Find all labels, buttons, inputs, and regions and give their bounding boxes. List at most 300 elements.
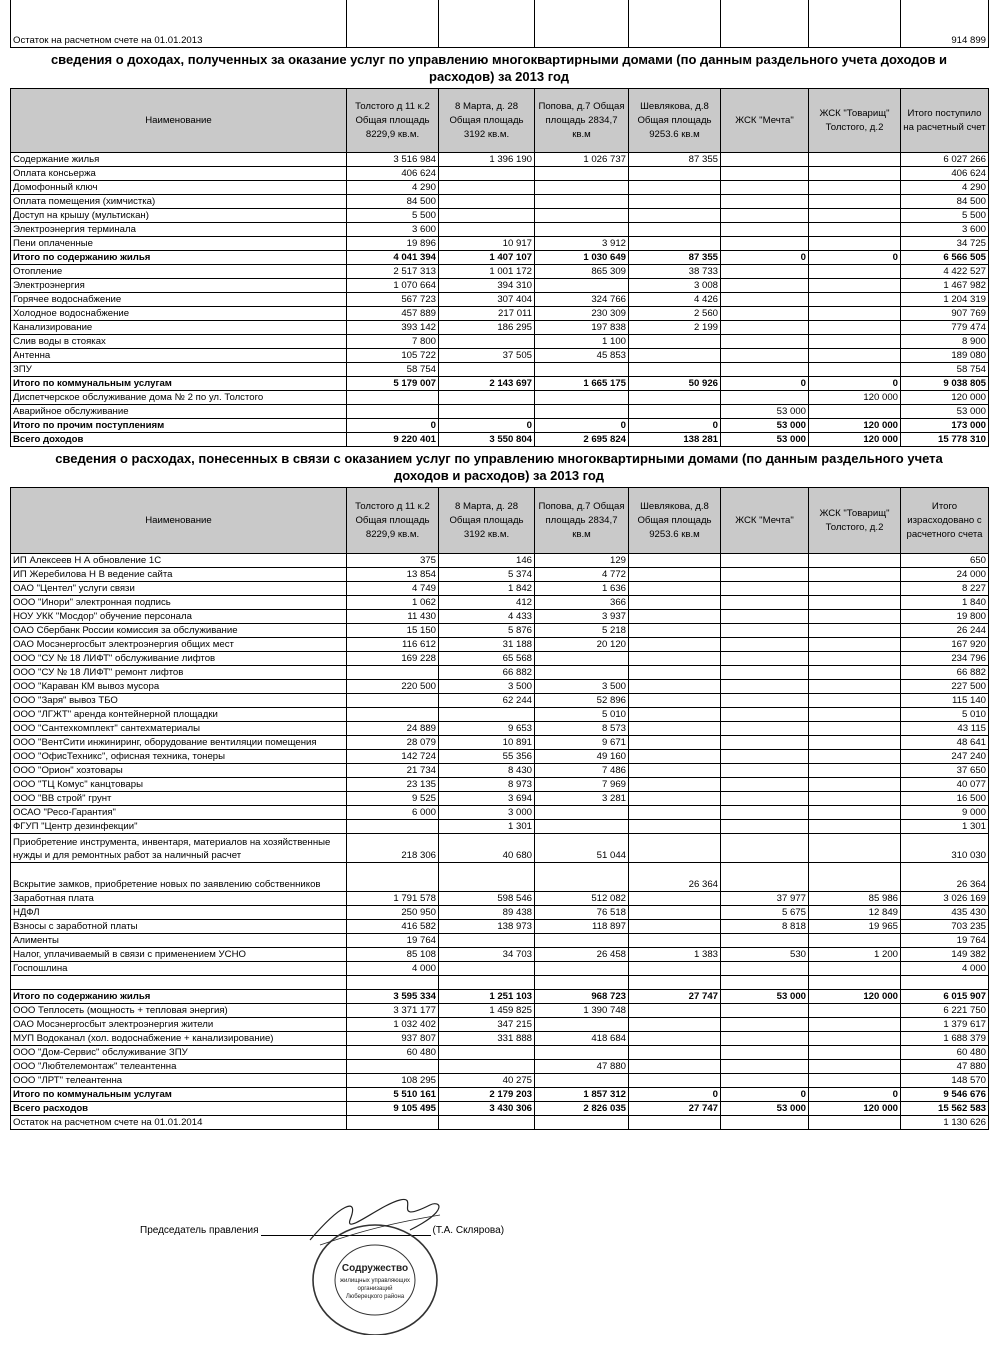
row-value: 3 595 334 [347,990,439,1004]
row-value [347,863,439,892]
row-value: 38 733 [629,265,721,279]
table-row [11,863,989,892]
row-value [629,582,721,596]
row-value [629,554,721,568]
row-value: 937 807 [347,1032,439,1046]
row-value: 85 108 [347,948,439,962]
row-value: 9 525 [347,792,439,806]
table-row [11,335,989,349]
row-value: 0 [439,419,535,433]
row-value [809,181,901,195]
table-row [11,1004,989,1018]
row-value: 6 015 907 [901,990,989,1004]
row-value: 2 826 035 [535,1102,629,1116]
row-value: 60 480 [347,1046,439,1060]
row-value: 115 140 [901,694,989,708]
table-row [11,1102,989,1116]
row-value [721,554,809,568]
row-value: 0 [721,377,809,391]
row-value [629,195,721,209]
row-value: 1 840 [901,596,989,610]
row-value [535,363,629,377]
row-label: Канализирование [11,321,347,335]
table-row [11,708,989,722]
row-value: 2 143 697 [439,377,535,391]
table-row [11,363,989,377]
row-value [721,863,809,892]
row-value [721,237,809,251]
row-label: ОАО Сбербанк России комиссия за обслуживание [11,624,347,638]
row-value: 250 950 [347,906,439,920]
row-value [535,195,629,209]
row-value: 43 115 [901,722,989,736]
row-value: 87 355 [629,251,721,265]
expense-header-2: 8 Марта, д. 28 Общая площадь 3192 кв.м. [439,488,535,554]
row-value [439,363,535,377]
row-value [809,405,901,419]
row-value: 11 430 [347,610,439,624]
table-row [11,433,989,447]
row-value [809,792,901,806]
row-value [535,962,629,976]
row-value [809,1116,901,1130]
row-value [809,554,901,568]
row-value: 58 754 [901,363,989,377]
row-value [809,195,901,209]
table-row [11,181,989,195]
row-value [721,349,809,363]
row-value [439,405,535,419]
row-value [721,1060,809,1074]
svg-text:Люберецкого района: Люберецкого района [345,1294,405,1300]
row-value [809,363,901,377]
row-value: 1 062 [347,596,439,610]
row-value: 87 355 [629,153,721,167]
row-value: 65 568 [439,652,535,666]
expense-title: сведения о расходах, понесенных в связи с оказанием услуг по управлению многоквартирными домами (по данным раздельного учета доходов и расходов) за 2013 год [55,451,943,483]
table-row [11,806,989,820]
row-label: ООО "ОфисТехникс", офисная техника, тонеры [11,750,347,764]
table-row [11,680,989,694]
row-value: 968 723 [535,990,629,1004]
row-value [809,237,901,251]
row-value: 120 000 [809,1102,901,1116]
row-value: 37 977 [721,892,809,906]
table-row [11,1060,989,1074]
row-value [721,265,809,279]
row-label: Горячее водоснабжение [11,293,347,307]
row-value: 197 838 [535,321,629,335]
table-row [11,596,989,610]
row-value: 55 356 [439,750,535,764]
row-value [721,1018,809,1032]
table-row [11,237,989,251]
row-value: 4 422 527 [901,265,989,279]
row-value: 66 882 [901,666,989,680]
row-value [809,582,901,596]
row-label: ООО "Караван КМ вывоз мусора [11,680,347,694]
row-value [809,680,901,694]
row-value [721,1032,809,1046]
row-value [535,1018,629,1032]
row-label: Отопление [11,265,347,279]
row-value: 1 204 319 [901,293,989,307]
row-value: 186 295 [439,321,535,335]
row-value: 16 500 [901,792,989,806]
row-value: 9 000 [901,806,989,820]
row-value [809,666,901,680]
row-value [439,934,535,948]
row-value: 406 624 [901,167,989,181]
row-value: 3 430 306 [439,1102,535,1116]
table-row [11,265,989,279]
row-value [721,209,809,223]
row-value: 27 747 [629,1102,721,1116]
row-value [809,321,901,335]
row-value: 1 791 578 [347,892,439,906]
row-value [809,863,901,892]
row-label: Пени оплаченные [11,237,347,251]
row-value [809,335,901,349]
row-value: 84 500 [901,195,989,209]
row-value [535,1046,629,1060]
row-value [809,1074,901,1088]
row-value: 9 105 495 [347,1102,439,1116]
row-value: 173 000 [901,419,989,433]
row-value [721,736,809,750]
table-row [11,1116,989,1130]
row-value: 15 778 310 [901,433,989,447]
row-value [721,582,809,596]
row-value: 5 010 [535,708,629,722]
row-value [439,335,535,349]
row-value: 865 309 [535,265,629,279]
row-value [629,638,721,652]
row-value [721,610,809,624]
income-title: сведения о доходах, полученных за оказание услуг по управлению многоквартирными домами (по данным раздельного учета доходов и расходов) за 2013 год [50,52,948,84]
row-value: 4 426 [629,293,721,307]
row-label: Итого по содержанию жилья [11,990,347,1004]
row-value: 331 888 [439,1032,535,1046]
row-value: 512 082 [535,892,629,906]
row-value: 218 306 [347,834,439,863]
row-value [721,181,809,195]
row-value [721,792,809,806]
row-value: 217 011 [439,307,535,321]
row-label: ОСАО "Ресо-Гарантия" [11,806,347,820]
row-value: 5 010 [901,708,989,722]
row-label: ОАО "Центел" услуги связи [11,582,347,596]
row-value [721,820,809,834]
row-value: 21 734 [347,764,439,778]
row-value [629,1046,721,1060]
row-value: 0 [809,1088,901,1102]
row-value [809,307,901,321]
row-value: 26 364 [629,863,721,892]
table-row [11,792,989,806]
income-header-5: ЖСК "Мечта" [721,89,809,153]
row-value: 120 000 [809,990,901,1004]
row-value [721,1116,809,1130]
row-value: 118 897 [535,920,629,934]
row-value [347,666,439,680]
row-label: Диспетчерское обслуживание дома № 2 по ул. Толстого [11,391,347,405]
row-value [439,195,535,209]
row-label: Итого по коммунальным услугам [11,1088,347,1102]
row-value: 703 235 [901,920,989,934]
row-value: 2 695 824 [535,433,629,447]
row-value [809,568,901,582]
row-value: 2 560 [629,307,721,321]
row-value: 19 800 [901,610,989,624]
row-value: 1 665 175 [535,377,629,391]
row-value [721,293,809,307]
row-value: 9 220 401 [347,433,439,447]
row-value [629,1116,721,1130]
row-value: 49 160 [535,750,629,764]
row-value [721,391,809,405]
row-value: 0 [535,419,629,433]
row-value [721,750,809,764]
row-value [809,652,901,666]
row-value [629,363,721,377]
row-value: 5 218 [535,624,629,638]
row-value: 142 724 [347,750,439,764]
row-value [721,806,809,820]
opening-balance-table [10,0,989,48]
row-value: 138 281 [629,433,721,447]
row-value: 167 920 [901,638,989,652]
row-value [439,167,535,181]
row-value [809,209,901,223]
expense-table [10,487,989,1130]
table-row [11,582,989,596]
row-label: Содержание жилья [11,153,347,167]
row-value [347,694,439,708]
row-value: 6 000 [347,806,439,820]
income-header-7: Итого поступило на расчетный счет [901,89,989,153]
row-value: 1 130 626 [901,1116,989,1130]
table-row [11,820,989,834]
table-row [11,1088,989,1102]
row-value [629,167,721,181]
row-value [721,708,809,722]
table-row [11,223,989,237]
row-value: 19 764 [347,934,439,948]
row-value [721,1074,809,1088]
row-value: 146 [439,554,535,568]
row-value [629,1060,721,1074]
row-value: 3 500 [439,680,535,694]
row-value [721,652,809,666]
row-value: 53 000 [721,419,809,433]
row-value: 4 290 [347,181,439,195]
row-value: 15 150 [347,624,439,638]
row-value: 15 562 583 [901,1102,989,1116]
row-value: 394 310 [439,279,535,293]
row-label: ООО "Заря" вывоз ТБО [11,694,347,708]
table-row [11,195,989,209]
row-value [629,349,721,363]
row-value [809,1032,901,1046]
row-value [721,568,809,582]
row-value [629,764,721,778]
row-value: 26 458 [535,948,629,962]
row-value [809,722,901,736]
row-value [535,167,629,181]
row-value: 530 [721,948,809,962]
row-value: 5 374 [439,568,535,582]
table-row [11,638,989,652]
row-value: 120 000 [809,419,901,433]
row-label: Госпошлина [11,962,347,976]
row-value: 23 135 [347,778,439,792]
row-value [629,892,721,906]
table-row [11,778,989,792]
row-value: 20 120 [535,638,629,652]
row-value: 1 407 107 [439,251,535,265]
row-value [629,806,721,820]
row-value: 58 754 [347,363,439,377]
row-value: 85 986 [809,892,901,906]
row-value [347,1116,439,1130]
table-row [11,1046,989,1060]
row-label: ООО "СУ № 18 ЛИФТ" ремонт лифтов [11,666,347,680]
row-label: ООО "СУ № 18 ЛИФТ" обслуживание лифтов [11,652,347,666]
row-value [439,863,535,892]
row-value: 247 240 [901,750,989,764]
row-value: 9 653 [439,722,535,736]
row-value [809,934,901,948]
row-value: 8 900 [901,335,989,349]
row-value: 406 624 [347,167,439,181]
row-value [809,834,901,863]
row-value [721,321,809,335]
row-value: 66 882 [439,666,535,680]
row-label: Налог, уплачиваемый в связи с применением УСНО [11,948,347,962]
row-label: ИП Жеребилова Н В ведение сайта [11,568,347,582]
row-value [535,820,629,834]
row-value [629,237,721,251]
row-value [629,750,721,764]
row-value: 84 500 [347,195,439,209]
row-value [721,167,809,181]
row-label: Заработная плата [11,892,347,906]
row-value [629,1074,721,1088]
row-label: ИП Алексеев Н А обновление 1С [11,554,347,568]
row-value [535,806,629,820]
row-value: 567 723 [347,293,439,307]
row-label: Всего доходов [11,433,347,447]
row-value: 412 [439,596,535,610]
table-row [11,349,989,363]
row-value: 37 505 [439,349,535,363]
row-value: 7 800 [347,335,439,349]
row-label: Итого по содержанию жилья [11,251,347,265]
row-value: 1 030 649 [535,251,629,265]
expense-header-3: Попова, д.7 Общая площадь 2834,7 кв.м [535,488,629,554]
row-value: 1 390 748 [535,1004,629,1018]
row-value [901,976,989,990]
row-label: Электроэнергия терминала [11,223,347,237]
report-sheet [10,0,988,1130]
row-value: 19 764 [901,934,989,948]
row-value [535,181,629,195]
row-label: Слив воды в стояках [11,335,347,349]
income-header-3: Попова, д.7 Общая площадь 2834,7 кв.м [535,89,629,153]
row-value: 52 896 [535,694,629,708]
row-value: 220 500 [347,680,439,694]
income-header-6: ЖСК "Товарищ" Толстого, д.2 [809,89,901,153]
row-value [809,1018,901,1032]
table-row [11,736,989,750]
row-value: 31 188 [439,638,535,652]
row-value: 1 459 825 [439,1004,535,1018]
table-row [11,722,989,736]
row-value: 227 500 [901,680,989,694]
row-value [721,153,809,167]
table-row [11,167,989,181]
row-value: 1 396 190 [439,153,535,167]
row-value: 3 281 [535,792,629,806]
row-value: 24 000 [901,568,989,582]
row-value [721,680,809,694]
row-value [535,863,629,892]
row-label: Оплата консьержа [11,167,347,181]
row-value: 5 510 161 [347,1088,439,1102]
row-value: 230 309 [535,307,629,321]
row-value [439,181,535,195]
row-value: 416 582 [347,920,439,934]
row-value: 53 000 [721,433,809,447]
row-value: 0 [721,1088,809,1102]
row-value [809,153,901,167]
row-value [629,708,721,722]
row-value: 779 474 [901,321,989,335]
row-label: ООО "Орион" хозтовары [11,764,347,778]
row-value: 10 917 [439,237,535,251]
row-value [629,652,721,666]
table-row [11,1018,989,1032]
row-value [809,976,901,990]
row-value [721,596,809,610]
table-row [11,624,989,638]
row-value [629,920,721,934]
table-row [11,1074,989,1088]
row-value [629,666,721,680]
row-value: 3 600 [347,223,439,237]
row-value [809,694,901,708]
row-value: 53 000 [901,405,989,419]
row-value: 1 070 664 [347,279,439,293]
row-value: 375 [347,554,439,568]
row-value: 9 038 805 [901,377,989,391]
row-value [809,624,901,638]
row-value: 1 636 [535,582,629,596]
table-row [11,293,989,307]
table-row [11,920,989,934]
row-value: 1 032 402 [347,1018,439,1032]
row-value [721,666,809,680]
row-value [535,279,629,293]
row-value [721,638,809,652]
row-value: 12 849 [809,906,901,920]
row-value: 116 612 [347,638,439,652]
row-value [809,750,901,764]
expense-header-1: Толстого д 11 к.2 Общая площадь 8229,9 кв.м. [347,488,439,554]
row-value: 8 818 [721,920,809,934]
income-header-1: Толстого д 11 к.2 Общая площадь 8229,9 кв.м. [347,89,439,153]
